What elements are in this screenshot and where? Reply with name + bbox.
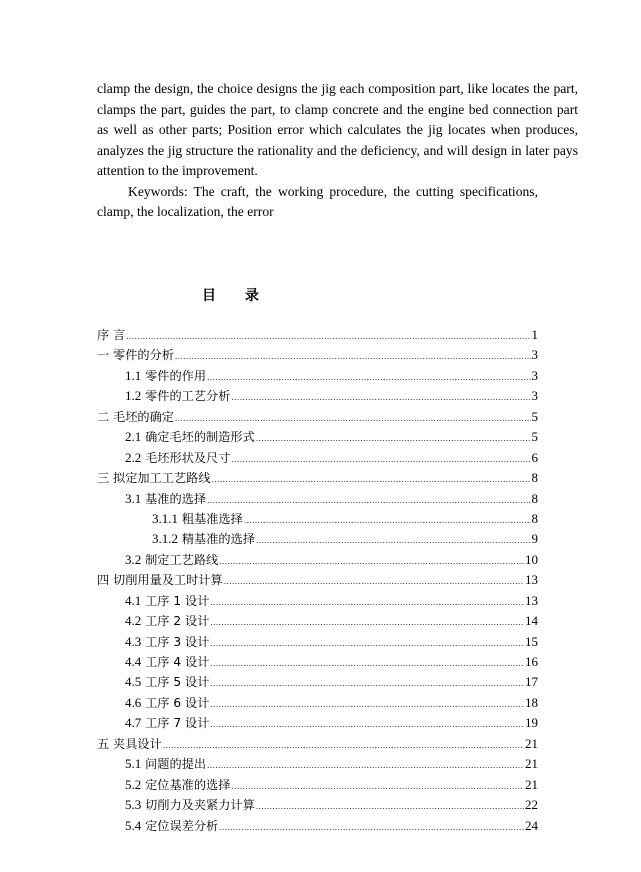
toc-entry-label bbox=[97, 407, 174, 427]
toc-entry-text: 粗基准选择 bbox=[178, 511, 243, 526]
toc-entry-label bbox=[97, 345, 174, 365]
toc-entry-number: 5.1 bbox=[125, 756, 142, 772]
toc-dot-leader bbox=[224, 571, 524, 591]
toc-entry-page: 8 bbox=[531, 470, 538, 486]
toc-entry-page: 6 bbox=[531, 449, 538, 465]
toc-dot-leader bbox=[256, 428, 531, 448]
toc-entry-number: 3.1 bbox=[125, 490, 142, 506]
toc-entry[interactable] bbox=[97, 713, 538, 733]
toc-entry-label bbox=[97, 570, 223, 590]
toc-dot-leader bbox=[210, 633, 524, 653]
toc-dot-leader bbox=[256, 530, 531, 550]
toc-entry-text: 零件的工艺分析 bbox=[141, 389, 231, 404]
toc-entry-page: 13 bbox=[525, 592, 538, 608]
toc-entry-text: 三 拟定加工工艺路线 bbox=[97, 471, 211, 486]
toc-entry[interactable] bbox=[97, 345, 538, 365]
toc-dot-leader bbox=[231, 387, 530, 407]
toc-entry-label bbox=[125, 591, 209, 611]
toc-entry-number: 2.1 bbox=[125, 429, 142, 445]
toc-title: 目 录 bbox=[202, 288, 271, 304]
toc-dot-leader bbox=[210, 694, 524, 714]
toc-entry-number: 4.3 bbox=[125, 633, 142, 649]
toc-entry[interactable] bbox=[97, 754, 538, 774]
toc-dot-leader bbox=[210, 673, 524, 693]
toc-entry-page: 10 bbox=[525, 551, 538, 567]
toc-entry-page: 24 bbox=[525, 817, 538, 833]
toc-entry[interactable] bbox=[97, 795, 538, 815]
toc-dot-leader bbox=[219, 817, 524, 837]
toc-entry-number: 4.2 bbox=[125, 613, 142, 629]
toc-entry[interactable] bbox=[97, 816, 538, 836]
toc-dot-leader bbox=[175, 346, 531, 366]
toc-dot-leader bbox=[207, 367, 530, 387]
toc-entry-label bbox=[97, 468, 211, 488]
toc-entry[interactable] bbox=[97, 632, 538, 652]
toc-dot-leader bbox=[126, 326, 530, 346]
toc-entry-label bbox=[125, 386, 230, 406]
toc-entry-text: 工序 3 设计 bbox=[141, 634, 210, 649]
toc-entry-page: 21 bbox=[525, 776, 538, 792]
toc-entry-number: 2.2 bbox=[125, 449, 142, 465]
toc-dot-leader bbox=[210, 653, 524, 673]
toc-dot-leader bbox=[175, 408, 531, 428]
toc-entry-page: 3 bbox=[531, 347, 538, 363]
toc-entry-label bbox=[125, 632, 209, 652]
toc-entry-page: 8 bbox=[531, 510, 538, 526]
toc-entry-label bbox=[125, 652, 209, 672]
toc-entry[interactable] bbox=[97, 509, 538, 529]
toc-entry-page: 5 bbox=[531, 408, 538, 424]
toc-entry-text: 问题的提出 bbox=[141, 757, 207, 772]
toc-entry-text: 定位误差分析 bbox=[141, 818, 219, 833]
toc-entry[interactable] bbox=[97, 427, 538, 447]
toc-entry-text: 二 毛坯的确定 bbox=[97, 409, 174, 424]
keywords-paragraph: Keywords: The craft, the working procedure, the cutting specifications, clamp, the localization, the error bbox=[97, 183, 538, 219]
toc-entry-label bbox=[125, 754, 206, 774]
toc-entry-label bbox=[125, 795, 255, 815]
toc-dot-leader bbox=[244, 510, 531, 530]
toc-dot-leader bbox=[210, 612, 524, 632]
toc-entry[interactable] bbox=[97, 448, 538, 468]
table-of-contents bbox=[97, 325, 538, 836]
toc-entry-text: 零件的作用 bbox=[141, 368, 207, 383]
toc-entry-text: 基准的选择 bbox=[141, 491, 207, 506]
toc-entry-page: 21 bbox=[525, 735, 538, 751]
toc-entry-text: 序 言 bbox=[97, 328, 126, 342]
toc-entry-page: 21 bbox=[525, 756, 538, 772]
toc-entry[interactable] bbox=[97, 550, 538, 570]
toc-entry-number: 4.5 bbox=[125, 674, 142, 690]
toc-entry-number: 4.4 bbox=[125, 654, 142, 669]
toc-dot-leader bbox=[231, 449, 530, 469]
toc-entry-number: 3.1.1 bbox=[152, 510, 178, 526]
toc-entry-text: 一 零件的分析 bbox=[97, 348, 174, 363]
toc-entry-number: 3.2 bbox=[125, 551, 142, 567]
toc-entry-text: 切削力及夹紧力计算 bbox=[141, 798, 255, 813]
toc-entry-number: 1.1 bbox=[125, 367, 142, 383]
toc-entry-page: 13 bbox=[525, 572, 538, 588]
toc-entry-page: 3 bbox=[531, 388, 538, 404]
toc-entry-label bbox=[152, 529, 255, 549]
toc-entry-label bbox=[125, 672, 209, 692]
toc-entry-label bbox=[152, 509, 243, 529]
toc-entry[interactable] bbox=[97, 325, 538, 345]
toc-entry-page: 19 bbox=[525, 715, 538, 731]
toc-entry-label bbox=[125, 427, 255, 447]
toc-entry[interactable] bbox=[97, 693, 538, 713]
toc-dot-leader bbox=[219, 551, 524, 571]
toc-entry-number: 5.2 bbox=[125, 776, 142, 792]
toc-entry-text: 工序 1 设计 bbox=[141, 593, 210, 608]
toc-entry-page: 17 bbox=[525, 674, 538, 690]
toc-entry-text: 定位基准的选择 bbox=[141, 777, 231, 792]
toc-entry-text: 工序 2 设计 bbox=[141, 614, 210, 629]
toc-entry-number: 5.3 bbox=[125, 797, 142, 813]
toc-entry-label bbox=[125, 550, 218, 570]
toc-entry-label bbox=[125, 693, 209, 713]
toc-entry-label bbox=[125, 775, 230, 795]
toc-entry-text: 制定工艺路线 bbox=[141, 552, 219, 567]
toc-entry[interactable] bbox=[97, 672, 538, 692]
toc-entry-page: 8 bbox=[531, 490, 538, 506]
abstract-paragraph: clamp the design, the choice designs the jig each composition part, like locates the part, clamps the part, guides the part, to clamp concrete and the engine bed connection part as well as other parts; Position error which calculates the jig locates when produces, analyzes the jig structure the rationality and the deficiency, and will design in later pays attention to the improvement. bbox=[97, 81, 578, 178]
toc-entry-label bbox=[125, 448, 230, 468]
toc-entry-text: 四 切削用量及工时计算 bbox=[97, 573, 223, 588]
toc-entry-text: 毛坯形状及尺寸 bbox=[141, 450, 231, 465]
toc-entry-text: 工序 7 设计 bbox=[141, 716, 210, 731]
toc-entry-text: 五 夹具设计 bbox=[97, 736, 162, 751]
toc-entry-label bbox=[125, 489, 206, 509]
toc-entry-number: 3.1.2 bbox=[152, 531, 178, 547]
toc-entry-text: 工序 5 设计 bbox=[141, 675, 210, 690]
toc-entry[interactable] bbox=[97, 407, 538, 427]
toc-dot-leader bbox=[210, 592, 524, 612]
toc-entry-page: 22 bbox=[525, 797, 538, 813]
toc-entry[interactable] bbox=[97, 468, 538, 488]
toc-entry[interactable] bbox=[97, 775, 538, 795]
toc-entry-page: 18 bbox=[525, 694, 538, 710]
toc-entry-number: 1.2 bbox=[125, 388, 142, 404]
toc-entry-number: 5.4 bbox=[125, 817, 142, 833]
toc-entry-number: 4.7 bbox=[125, 715, 142, 731]
toc-entry-page: 14 bbox=[525, 613, 538, 629]
toc-dot-leader bbox=[163, 735, 524, 755]
toc-entry-label bbox=[125, 366, 206, 386]
abstract-section bbox=[97, 79, 578, 223]
toc-entry-page: 5 bbox=[531, 429, 538, 445]
toc-entry[interactable] bbox=[97, 386, 538, 406]
toc-entry-text: 工序 4 设计 bbox=[141, 655, 210, 669]
toc-dot-leader bbox=[210, 714, 524, 734]
toc-dot-leader bbox=[212, 469, 531, 489]
toc-entry-label bbox=[97, 734, 162, 754]
toc-entry-page: 15 bbox=[525, 633, 538, 649]
toc-entry-page: 3 bbox=[531, 367, 538, 383]
toc-entry-label bbox=[125, 611, 209, 631]
toc-entry[interactable] bbox=[97, 734, 538, 754]
toc-entry[interactable] bbox=[97, 652, 538, 672]
toc-entry[interactable] bbox=[97, 570, 538, 590]
toc-entry-text: 工序 6 设计 bbox=[141, 695, 210, 710]
toc-dot-leader bbox=[231, 776, 524, 796]
toc-entry-label bbox=[125, 816, 218, 836]
toc-dot-leader bbox=[207, 490, 530, 510]
toc-entry-text: 精基准的选择 bbox=[178, 532, 255, 547]
toc-entry-text: 确定毛坯的制造形式 bbox=[141, 430, 255, 445]
toc-entry-number: 4.6 bbox=[125, 694, 142, 710]
toc-entry-number: 4.1 bbox=[125, 592, 142, 608]
toc-entry[interactable] bbox=[97, 591, 538, 611]
toc-entry[interactable] bbox=[97, 489, 538, 509]
toc-entry-label bbox=[125, 713, 209, 733]
toc-entry[interactable] bbox=[97, 529, 538, 549]
toc-dot-leader bbox=[207, 755, 524, 775]
toc-entry[interactable] bbox=[97, 611, 538, 631]
toc-dot-leader bbox=[256, 796, 524, 816]
toc-entry-page: 1 bbox=[531, 327, 538, 342]
toc-entry-page: 16 bbox=[525, 654, 538, 669]
toc-entry-page: 9 bbox=[531, 531, 538, 547]
toc-entry[interactable] bbox=[97, 366, 538, 386]
toc-entry-label bbox=[97, 325, 125, 345]
